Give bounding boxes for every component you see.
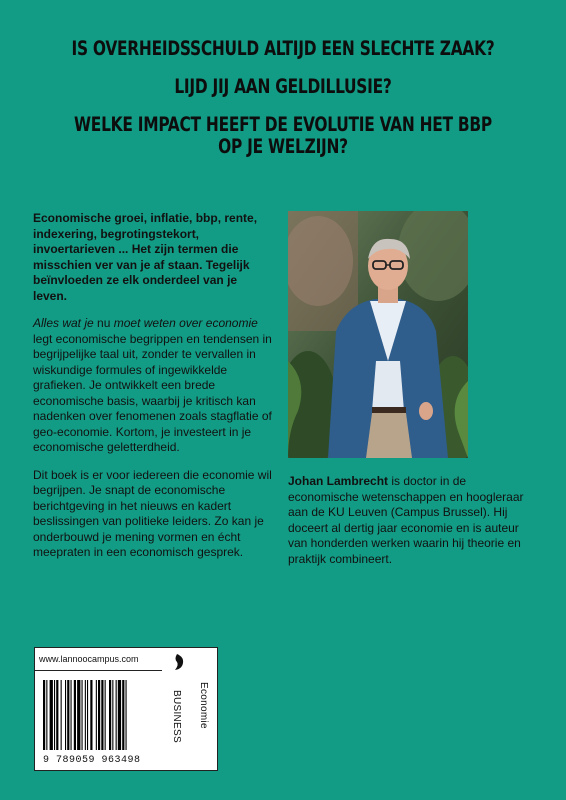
author-bio-body: is doctor in de economische wetenschappen en hoogleraar aan de KU Leuven (Campus Brussel). Hij doceert al dertig jaar economie en is auteur van honderden werken waarin hij theorie en praktijk combineert. xyxy=(288,474,524,566)
isbn-barcode xyxy=(43,680,155,750)
author-bio xyxy=(288,474,533,567)
heading-question-3-line-2: OP JE WELZIJN? xyxy=(218,135,348,158)
author-bio-text xyxy=(288,474,533,567)
title-normal: nu xyxy=(93,316,114,330)
audience-paragraph: Dit boek is er voor iedereen die economie wil begrijpen. Je snapt de economische berichtgeving in het nieuws en kadert beslissingen van politieke leiders. Zo kan je onderbouwd je mening vormen en écht meepraten in een economisch gesprek. xyxy=(33,467,272,559)
description-rest: legt economische begrippen en tendensen in begrijpelijke taal uit, zonder te vervallen in wiskundige formules of ingewikkelde grafieken. Je ontwikkelt een brede economische basis, waarbij je kritisch kan nadenken over fenomenen zoals stagflatie of geo-economie. Kortom, je investeert in je economische geletterdheid. xyxy=(33,331,272,454)
subject-panel xyxy=(192,647,218,771)
barcode-panel xyxy=(34,647,164,771)
intro-paragraph: Economische groei, inflatie, bbp, rente, indexering, begrotingstekort, invoertarieven ... Het zijn termen die misschien ver van je af staan. Tegelijk beïnvloeden ze elk onderdeel van je leven. xyxy=(33,211,258,303)
description-paragraph xyxy=(33,316,273,456)
author-photo xyxy=(288,211,468,458)
heading-question-1: IS OVERHEIDSSCHULD ALTIJD EEN SLECHTE ZAAK? xyxy=(71,37,495,60)
title-italic-1: Alles wat je xyxy=(33,316,94,330)
publisher-url[interactable]: www.lannoocampus.com xyxy=(35,648,163,671)
author-name: Johan Lambrecht xyxy=(288,474,389,488)
blurb-column xyxy=(33,211,273,573)
heading-question-2: LIJD JIJ AAN GELDILLUSIE? xyxy=(174,75,392,98)
isbn-number: 9 789059 963498 xyxy=(43,755,141,766)
publisher-logo-icon xyxy=(168,653,186,671)
title-italic-2: moet weten over economie xyxy=(113,316,258,330)
publisher-category: BUSINESS xyxy=(171,690,182,743)
heading-question-3 xyxy=(52,114,515,158)
publisher-logo-panel xyxy=(162,647,193,771)
heading-question-3-line-1: WELKE IMPACT HEEFT DE EVOLUTIE VAN HET BBP xyxy=(74,113,492,136)
subject-label: Economie xyxy=(198,682,209,729)
cover-headings xyxy=(20,38,546,174)
